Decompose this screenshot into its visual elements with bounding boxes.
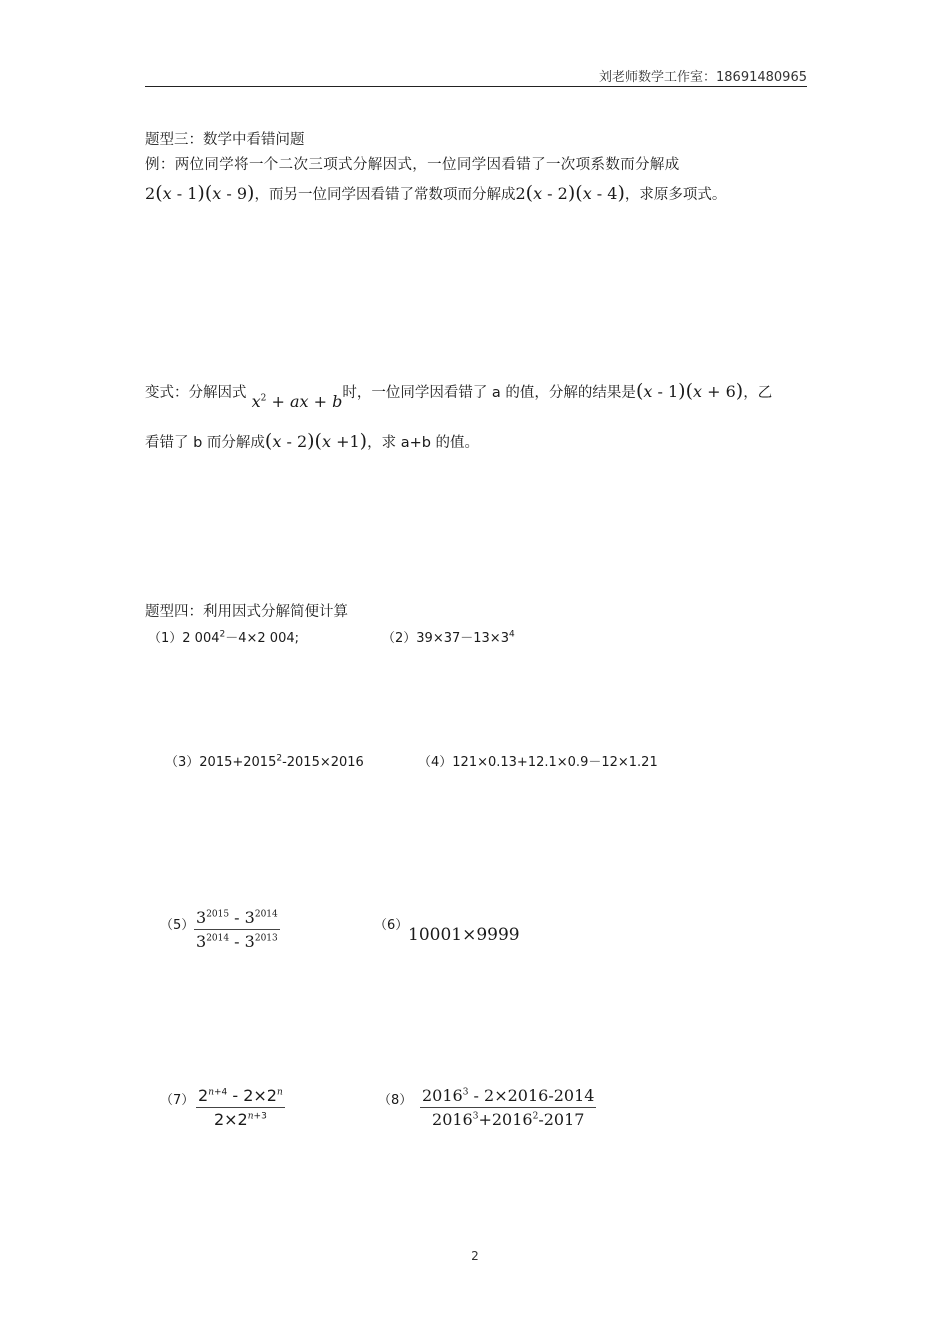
q3-base: 2015+2015	[199, 755, 277, 770]
q7-numerator: $2^{n+4} - 2\times 2^n$	[198, 1086, 283, 1105]
variant-prefix: 变式：分解因式	[145, 385, 247, 401]
q3-rest: -2015×2016	[282, 755, 364, 770]
q5-numerator: $3^{2015} - 3^{2014}$	[196, 908, 278, 927]
example-end-text: ，求原多项式。	[624, 187, 727, 203]
header-rule	[145, 86, 807, 87]
variant-line-1	[145, 380, 773, 411]
q4-label: （4）	[418, 755, 453, 770]
q1-base: 2 004	[182, 631, 220, 646]
question-2: $(2)39\times 37-13\times 3^4$	[382, 629, 515, 646]
q5-label: （5）	[160, 918, 195, 933]
q5-fraction-bar	[194, 929, 280, 930]
variant-line2-end: ，求 a+b 的值。	[367, 435, 480, 451]
question-4	[418, 751, 658, 770]
variant-mid-text: 时，一位同学因看错了 a 的值，分解的结果是	[342, 385, 636, 401]
q2-label: （2）	[382, 631, 417, 646]
q7-denominator: $2\times 2^{n+3}$	[213, 1110, 267, 1129]
q6-label: （6）	[374, 918, 409, 933]
q7-fraction-bar	[196, 1107, 285, 1108]
math-expr-x1-x6: (x - 1)(x + 6)	[635, 380, 744, 402]
q2-text: 39×37－13×3	[416, 631, 509, 646]
variant-line-2	[145, 430, 479, 452]
q8-label: （8）	[378, 1093, 413, 1108]
math-expr-x2-x1: (x - 2)(x +1)	[264, 430, 368, 452]
section-3-title: 题型三：数学中看错问题	[145, 132, 305, 148]
example-line-1: 例：两位同学将一个二次三项式分解因式，一位同学因看错了一次项系数而分解成	[145, 157, 680, 173]
variant-end-text: ，乙	[743, 385, 773, 401]
section-4-title: 题型四：利用因式分解简便计算	[145, 604, 348, 620]
example-line-2	[145, 182, 726, 204]
math-expr-2-x1-x9: 2(x - 1)(x - 9)	[145, 182, 255, 204]
q8-numerator: 2016$^3$ - 2×2016-2014	[422, 1086, 595, 1105]
q7-fraction	[196, 1086, 285, 1129]
q8-fraction-bar	[420, 1107, 596, 1108]
math-expr-x2-ax-b: $x^2$ + ax + b	[251, 392, 343, 411]
q4-text: 121×0.13+12.1×0.9－12×1.21	[452, 755, 658, 770]
q1-rest: －4×2 004;	[225, 631, 299, 646]
q3-label: （3）	[165, 755, 200, 770]
page-header: 刘老师数学工作室：18691480965	[599, 70, 807, 85]
q7-label: （7）	[160, 1093, 195, 1108]
q5-denominator: $3^{2014} - 3^{2013}$	[196, 932, 278, 951]
q8-fraction	[420, 1086, 596, 1129]
question-3: $(3)2015+2015^2-2015\times 2016$	[165, 753, 364, 770]
variant-line2-prefix: 看错了 b 而分解成	[145, 435, 265, 451]
example-mid-text: ，而另一位同学因看错了常数项而分解成	[254, 187, 516, 203]
page-number: 2	[471, 1249, 479, 1263]
q1-label: （1）	[148, 631, 183, 646]
q8-denominator: $2016^3+2016^2-2017$	[432, 1110, 585, 1129]
question-1: （1）2 $004^2-4\times 2$ 004;	[148, 629, 299, 646]
q6-expression: 10001×9999	[408, 925, 520, 945]
q5-fraction	[194, 908, 280, 951]
math-expr-2-x2-x4: 2(x - 2)(x - 4)	[515, 182, 625, 204]
